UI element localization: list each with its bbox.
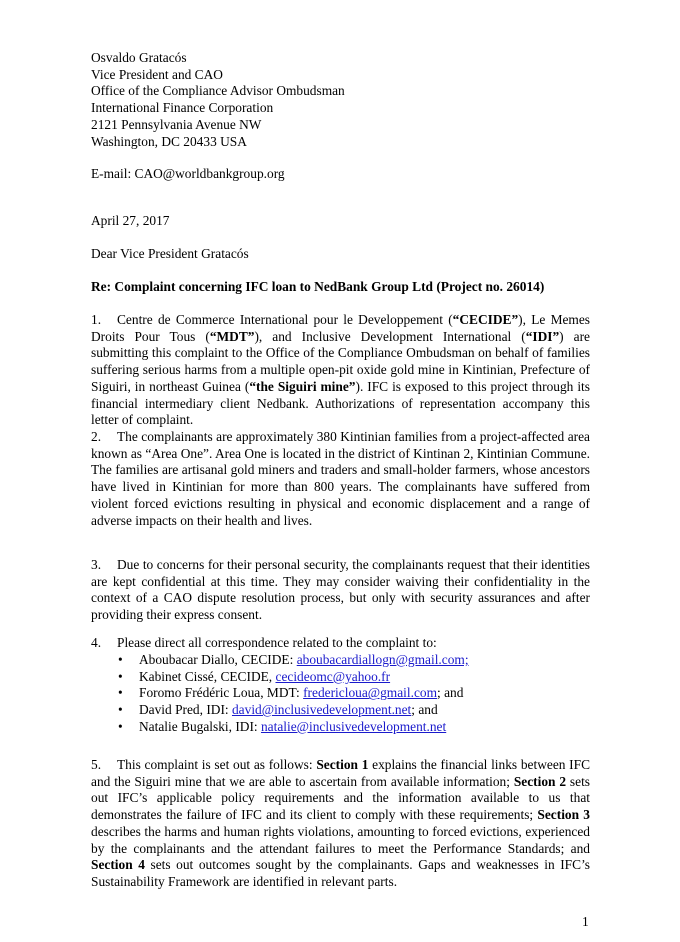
recipient-address	[91, 50, 611, 150]
list-item	[118, 702, 469, 719]
paragraph-text: The complainants are approximately 380 Kintinian families from a project-affected area known as “Area One”. Area One is located in the district of Kintinan 2, Kintinian Commune. The families are artisanal gold miners and traders and small-holder farmers, whose ancestors have lived in Kintinian for more than 800 years. The complainants have suffered from violent forced evictions resulting in physical and economic displacement and a range of adverse impacts on their health and lives.	[91, 429, 590, 528]
bullet-icon: •	[118, 718, 123, 734]
paragraph-text: ) are submitting this complaint to the Office of the Compliance Ombudsman on behalf of families suffering serious harms from a multiple open-pit oxide gold mine in Kintinian, Prefecture of Siguiri, in northeast Guinea (	[91, 328, 590, 394]
contact-name: Kabinet Cissé, CECIDE,	[139, 668, 276, 684]
contact-suffix: ; and	[411, 702, 438, 718]
contact-email-link[interactable]: aboubacardiallogn@gmail.com;	[296, 652, 469, 667]
paragraph-text: This complaint is set out as follows:	[117, 757, 317, 772]
contact-email-link[interactable]: david@inclusivedevelopment.net	[231, 702, 412, 718]
recipient-email-line	[91, 166, 285, 183]
bold-term: Section 4	[91, 857, 145, 873]
paragraph-text: explains the financial links between IFC and the Siguiri mine that we are able to ascertain from available information;	[91, 757, 591, 789]
paragraph-number: 2.	[91, 429, 102, 444]
list-item	[118, 652, 469, 669]
contact-name: Natalie Bugalski, IDI:	[139, 718, 261, 734]
paragraph-1	[91, 312, 590, 429]
bullet-icon: •	[118, 702, 123, 718]
contact-suffix: ; and	[437, 685, 464, 701]
paragraph-4	[91, 635, 590, 652]
bold-term: “IDI”	[525, 328, 560, 344]
paragraph-text: Centre de Commerce International pour le Developpement (	[117, 312, 453, 327]
contact-name: David Pred, IDI:	[139, 702, 232, 718]
bullet-icon: •	[118, 668, 123, 684]
paragraph-text: sets out IFC’s applicable policy requirements and the information available to us that demonstrates the failure of IFC and its client to comply with these requirements;	[91, 773, 590, 823]
contact-list	[118, 652, 469, 736]
paragraph-text: ), and Inclusive Development International (	[254, 328, 526, 344]
recipient-name: Osvaldo Gratacós	[91, 50, 187, 65]
contact-name: Aboubacar Diallo, CECIDE:	[139, 652, 297, 667]
bold-term: “CECIDE”	[452, 312, 519, 327]
recipient-office: Office of the Compliance Advisor Ombudsman	[91, 83, 345, 99]
paragraph-5	[91, 757, 590, 891]
bullet-icon: •	[118, 685, 123, 701]
bold-term: Section 3	[537, 807, 591, 823]
paragraph-number: 1.	[91, 312, 102, 327]
bold-term: “the Siguiri mine”	[249, 378, 356, 394]
contact-email-link[interactable]: fredericloua@gmail.com	[303, 685, 438, 701]
paragraph-2	[91, 429, 590, 529]
bold-term: Section 2	[513, 773, 567, 789]
salutation: Dear Vice President Gratacós	[91, 246, 249, 261]
paragraph-text: ). IFC is exposed to this project through its financial intermediary client Nedbank. Authorizations of representation accompany this letter of complaint.	[91, 378, 590, 428]
recipient-organization: International Finance Corporation	[91, 100, 274, 116]
paragraph-number: 3.	[91, 557, 102, 572]
list-item	[118, 719, 469, 736]
letter-date: April 27, 2017	[91, 213, 170, 228]
paragraph-text: describes the harms and human rights violations, amounting to forced evictions, experienced by the complainants and the attendant failures to meet the Performance Standards; and	[91, 823, 590, 856]
bullet-icon: •	[118, 652, 123, 667]
recipient-street: 2121 Pennsylvania Avenue NW	[91, 116, 262, 132]
page-number: 1	[582, 914, 589, 929]
contact-name: Foromo Frédéric Loua, MDT:	[139, 685, 304, 701]
recipient-city: Washington, DC 20433 USA	[91, 133, 247, 149]
bold-term: Section 1	[316, 757, 369, 772]
email-address: CAO@worldbankgroup.org	[134, 166, 285, 181]
contact-email-link[interactable]: cecideomc@yahoo.fr	[275, 668, 391, 684]
subject-line: Re: Complaint concerning IFC loan to NedBank Group Ltd (Project no. 26014)	[91, 279, 545, 294]
paragraph-text: sets out outcomes sought by the complainants. Gaps and weaknesses in IFC’s Sustainability Framework are identified in relevant parts.	[91, 857, 590, 889]
paragraph-text: Due to concerns for their personal security, the complainants request that their identities are kept confidential at this time. They may consider waiving their confidentiality in the context of a CAO dispute resolution process, but only with security assurances and after providing their express consent.	[91, 557, 590, 623]
paragraph-number: 4.	[91, 635, 102, 650]
paragraph-3	[91, 557, 590, 624]
paragraph-text: Please direct all correspondence related to the complaint to:	[117, 635, 437, 650]
list-item	[118, 685, 469, 702]
recipient-title: Vice President and CAO	[91, 66, 223, 82]
paragraph-text: ), Le Memes Droits Pour Tous (	[91, 312, 591, 344]
paragraph-number: 5.	[91, 757, 102, 772]
contact-email-link[interactable]: natalie@inclusivedevelopment.net	[260, 718, 447, 734]
list-item	[118, 669, 469, 686]
email-label: E-mail:	[91, 166, 132, 181]
bold-term: “MDT”	[209, 328, 255, 344]
